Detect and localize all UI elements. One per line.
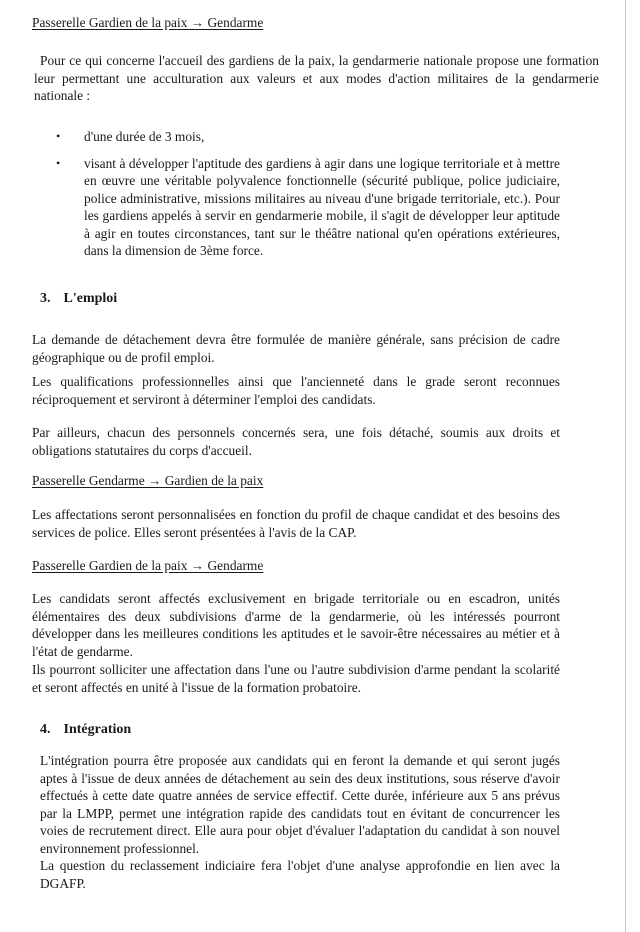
emploi-paragraph-2: Les qualifications professionnelles ainsi que l'ancienneté dans le grade seront reconnues réciproquement et serviront à déterminer l'emploi des candidats. — [32, 374, 560, 407]
passerelle-title-1: Passerelle Gardien de la paix → Gendarme — [32, 15, 264, 30]
passerelle-title-2: Passerelle Gendarme → Gardien de la paix — [32, 473, 264, 488]
scan-edge-line — [625, 0, 626, 932]
section-heading-integration — [40, 722, 131, 738]
section-number: 4. — [40, 722, 51, 737]
bullet-item: • visant à développer l'aptitude des gardiens à agir dans une logique territoriale et à mettre en œuvre une véritable polyvalence fonctionnelle (sécurité publique, police judiciaire, police administrative, missions militaires au niveau d'une brigade territoriale, etc.). Pour les gardiens appelés à servir en gendarmerie mobile, il s'agit de développer leur aptitude à agir en toutes circonstances, tant sur le théâtre national qu'en opérations extérieures, dans la dimension de 3ème force. — [56, 155, 560, 258]
intro-paragraph: Pour ce qui concerne l'accueil des gardiens de la paix, la gendarmerie nationale propose une formation leur permettant une acculturation aux valeurs et aux modes d'action militaires de la gendarmerie nationale : — [34, 53, 599, 103]
section-heading-text: Intégration — [63, 722, 132, 737]
formation-bullet-list — [56, 128, 560, 269]
affectations-paragraph: Les affectations seront personnalisées en fonction du profil de chaque candidat et des besoins des services de police. Elles seront présentées à l'avis de la CAP. — [32, 507, 560, 540]
bullet-item: • d'une durée de 3 mois, — [56, 129, 205, 144]
integration-paragraph-1: L'intégration pourra être proposée aux candidats qui en feront la demande et qui seront jugés aptes à l'issue de deux années de détachement au sein des deux institutions, sous réserve d'avoir effectués à cette date quatre années de service effectif. Cette durée, inférieure aux 5 ans prévus par la LMPP, permet une intégration rapide des candidats tout en évitant de concurrencer les voies de recrutement direct. Elle aura pour objet d'évaluer l'adaptation du candidat à son nouvel environnement professionnel. — [40, 753, 560, 856]
section-number: 3. — [40, 291, 51, 306]
section-heading-text: L'emploi — [63, 291, 118, 306]
bullet-icon: • — [56, 129, 61, 143]
integration-paragraph-2: La question du reclassement indiciaire fera l'objet d'une analyse approfondie en lien avec la DGAFP. — [40, 858, 560, 891]
candidats-paragraph: Les candidats seront affectés exclusivement en brigade territoriale ou en escadron, unités élémentaires des deux subdivisions d'arme de la gendarmerie, où les intéressés pourront développer dans les meilleures conditions les aptitudes et le savoir-être nécessaires au métier et à l'état de gendarme. — [32, 591, 560, 659]
passerelle-title-3: Passerelle Gardien de la paix → Gendarme — [32, 558, 264, 573]
section-heading-emploi — [40, 291, 117, 307]
bullet-icon: • — [56, 155, 61, 170]
emploi-paragraph-3: Par ailleurs, chacun des personnels concernés sera, une fois détaché, soumis aux droits et obligations statutaires du corps d'accueil. — [32, 425, 560, 458]
subdivision-paragraph: Ils pourront solliciter une affectation dans l'une ou l'autre subdivision d'arme pendant la scolarité et seront affectés en unité à l'issue de la formation probatoire. — [32, 662, 560, 695]
emploi-paragraph-1: La demande de détachement devra être formulée de manière générale, sans précision de cadre géographique ou de profil emploi. — [32, 332, 560, 365]
